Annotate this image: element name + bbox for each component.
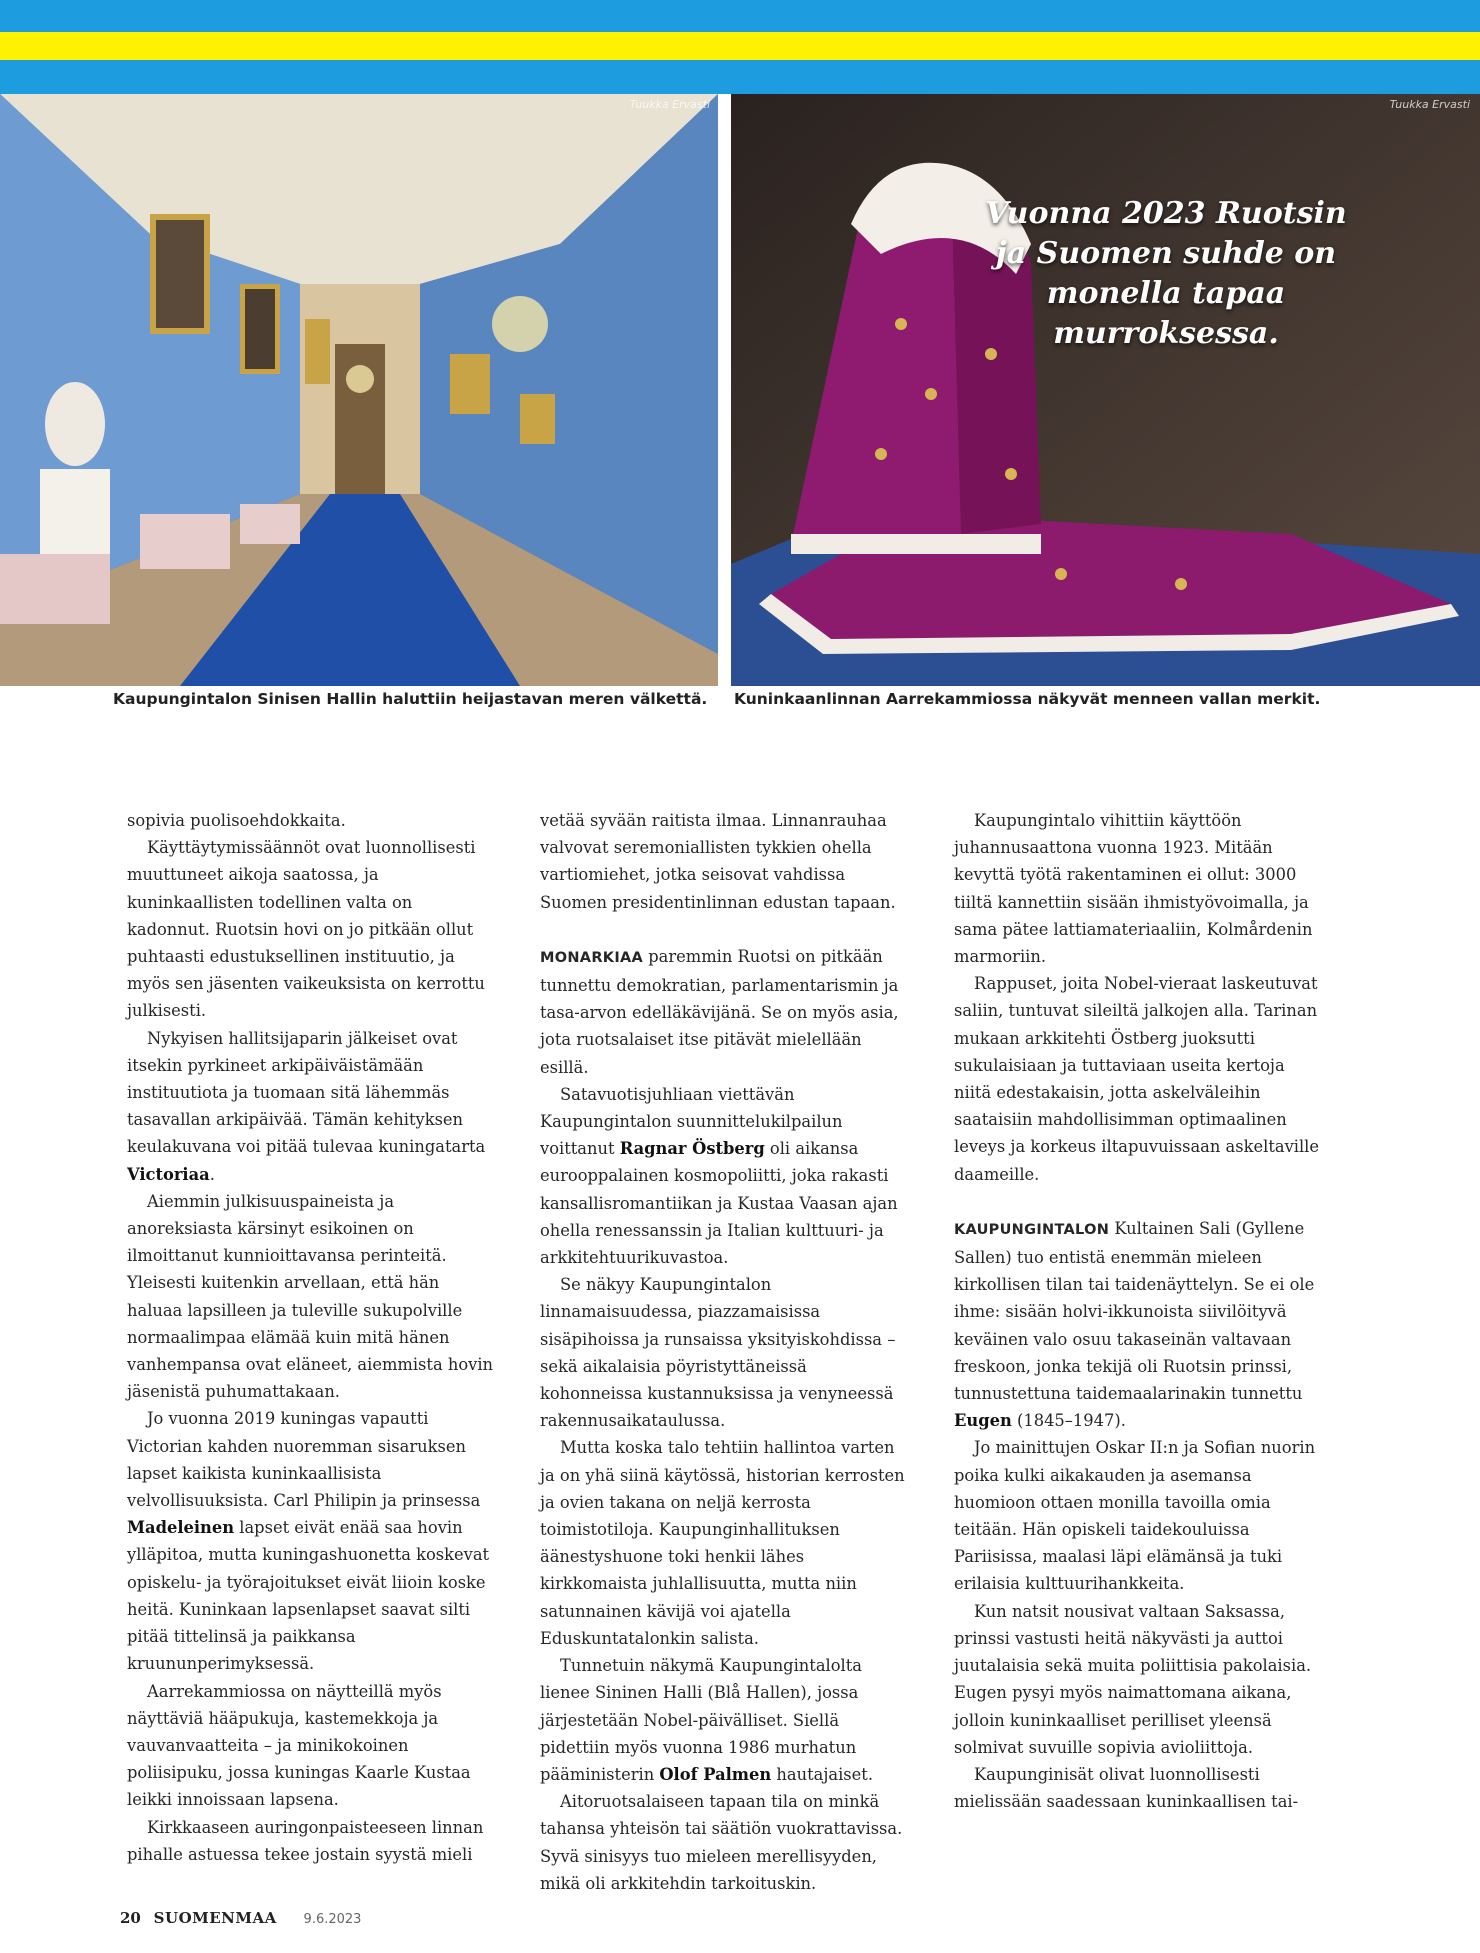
royal-robe-photo (731, 94, 1480, 686)
paragraph: Kun natsit nousivat valtaan Saksassa, prinssi vastusti heitä näkyvästi ja auttoi juutalaisia sekä muita poliittisia pakolaisia. Eugen pysyi myös naimattomana aikana, jolloin kuninkaalliset perilliset yleensä solmivat suvuille sopivia avioliittoja. (954, 1601, 1312, 1757)
flag-band-blue-bottom (0, 60, 1480, 94)
name-highlight: Ragnar Östberg (619, 1139, 765, 1159)
page-footer (120, 1909, 361, 1927)
paragraph: Kaupunginisät olivat luonnollisesti mielissään saadessaan kuninkaallisen tai- (954, 1764, 1299, 1812)
paragraph: Jo vuonna 2019 kuningas vapautti Victorian kahden nuoremman sisaruksen lapset kaikista kuninkaallisista velvollisuuksista. Carl Philipin ja prinsessa Madeleinen lapset eivät enää saa hovin ylläpitoa, mutta kuningashuonetta koskevat opiskelu- ja työrajoitukset eivät liioin koske heitä. Kuninkaan lapsenlapset saavat silti pitää tittelinsä ja paikkansa kruununperimyksessä. (127, 1409, 490, 1674)
paragraph: Käyttäytymissäännöt ovat luonnollisesti muuttuneet aikoja saatossa, ja kuninkaallisten todellinen valta on kadonnut. Ruotsin hovi on jo pitkään ollut puhtaasti edustuksellinen instituutio, ja myös sen jäsenten vaikeuksista on kerrottu julkisesti. (127, 838, 485, 1021)
name-highlight: Eugen (954, 1411, 1012, 1431)
photo-credit-right: Tuukka Ervasti (1389, 98, 1470, 111)
flag-band-blue-top (0, 0, 1480, 32)
paragraph: Tunnetuin näkymä Kaupungintalolta lienee Sininen Halli (Blå Hallen), jossa järjestetään Nobel-päivälliset. Siellä pidettiin myös vuonna 1986 murhatun pääministerin Olof Palmen hautajaiset. (540, 1656, 874, 1784)
paragraph: Mutta koska talo tehtiin hallintoa varten ja on yhä siinä käytössä, historian kerrosten ja ovien takana on neljä kerrosta toimistotiloja. Kaupunginhallituksen äänestyshuone toki henkii lähes kirkkomaista juhlallisuutta, mutta niin satunnainen kävijä voi ajatella Eduskuntatalonkin salista. (540, 1438, 905, 1648)
paragraph: Kaupungintalo vihittiin käyttöön juhannusaattona vuonna 1923. Mitään kevyttä työtä rakentaminen ei ollut: 3000 tiiltä kannettiin sisään ihmistyövoimalla, ja sama pätee lattiamateriaaliin, Kolmårdenin marmoriin. (954, 811, 1313, 967)
royal-robe-illustration (731, 94, 1480, 686)
section-lead: KAUPUNGINTALON (954, 1221, 1110, 1238)
name-highlight: Olof Palmen (659, 1764, 772, 1784)
paragraph: sopivia puolisoehdokkaita. (127, 811, 346, 830)
photo-caption-right: Kuninkaanlinnan Aarrekammiossa näkyvät menneen vallan merkit. (734, 690, 1321, 708)
paragraph: Aarrekammiossa on näytteillä myös näyttäviä hääpukuja, kastemekkoja ja vauvanvaatteita – ja minikokoinen poliisipuku, jossa kuningas Kaarle Kustaa leikki innoissaan lapsena. (127, 1681, 471, 1810)
pull-quote: Vuonna 2023 Ruotsin ja Suomen suhde on monella tapaa murroksessa. (985, 196, 1347, 351)
article-column-2 (540, 807, 912, 1897)
paragraph: vetää syvään raitista ilmaa. Linnanrauhaa valvovat seremoniallisten tykkien ohella vartiomiehet, jotka seisovat vahdissa Suomen presidentinlinnan edustan tapaan. (540, 811, 896, 912)
magazine-name: SUOMENMAA (153, 1909, 277, 1927)
paragraph: Rappuset, joita Nobel-vieraat laskeutuvat saliin, tuntuvat sileiltä jalkojen alla. Tarinan mukaan arkkitehti Östberg juoksutti sukulaisiaan ja tuttaviaan useita kertoja niitä edestakaisin, jotta askelväleihin saataisiin mahdollisimman optimaalinen leveys ja korkeus iltapuvuissaan askeltaville daameille. (954, 974, 1320, 1184)
page-number: 20 (120, 1909, 141, 1927)
paragraph: Se näkyy Kaupungintalon linnamaisuudessa, piazzamaisissa sisäpihoissa ja runsaissa yksityiskohdissa – sekä aikalaisia pöyristyttäneissä kohonneissa kustannuksissa ja venyneessä rakennusaikataulussa. (540, 1275, 896, 1431)
blue-hall-photo (0, 94, 718, 686)
blue-hall-illustration (0, 94, 718, 686)
name-highlight: Victoriaa (127, 1164, 210, 1184)
article-column-1 (127, 807, 499, 1868)
paragraph: Kirkkaaseen auringonpaisteeseen linnan pihalle astuessa tekee jostain syystä mieli (127, 1817, 484, 1864)
photo-credit-left: Tuukka Ervasti (629, 98, 710, 111)
photo-caption-left: Kaupungintalon Sinisen Hallin haluttiin heijastavan meren välkettä. (113, 690, 708, 708)
section-lead: MONARKIAA (540, 949, 644, 966)
paragraph: Aiemmin julkisuuspaineista ja anoreksiasta kärsinyt esikoinen on ilmoittanut kunnioittavansa perinteitä. Yleisesti kuitenkin arvellaan, että hän haluaa lapsilleen ja tuleville sukupolville normaalimpaa elämää kuin mitä hänen vanhempansa ovat eläneet, aiemmista hovin jäsenistä puhumattakaan. (127, 1191, 494, 1402)
name-highlight: Madeleinen (127, 1518, 235, 1538)
article-column-3 (954, 807, 1326, 1815)
flag-band-yellow (0, 32, 1480, 60)
paragraph: KAUPUNGINTALON Kultainen Sali (Gyllene Sallen) tuo entistä enemmän mieleen kirkollisen tilan tai taidenäyttelyn. Se ei ole ihme: sisään holvi-ikkunoista siivilöityvä keväinen valo osuu takaseinän valtavaan freskoon, jonka tekijä oli Ruotsin prinssi, tunnustettuna taidemaalarinakin tunnettu Eugen (1845–1947). (954, 1218, 1315, 1431)
paragraph: Jo mainittujen Oskar II:n ja Sofian nuorin poika kulki aikakauden ja asemansa huomioon ottaen monilla tavoilla omia teitään. Hän opiskeli taidekouluissa Pariisissa, maalasi läpi elämänsä ja tuki erilaisia kulttuurihankkeita. (954, 1438, 1316, 1594)
paragraph: Aitoruotsalaiseen tapaan tila on minkä tahansa yhteisön tai säätiön vuokrattavissa. Syvä sinisyys tuo mieleen merellisyyden, mikä oli arkkitehdin tarkoituskin. (540, 1792, 903, 1893)
paragraph: Satavuotisjuhliaan viettävän Kaupungintalon suunnittelukilpailun voittanut Ragnar Östberg oli aikansa eurooppalainen kosmopoliitti, joka rakasti kansallisromantiikan ja Kustaa Vaasan ajan ohella renessanssin ja Italian kulttuuri- ja arkkitehtuurikuvastoa. (540, 1084, 898, 1268)
paragraph: MONARKIAA paremmin Ruotsi on pitkään tunnettu demokratian, parlamentarismin ja tasa-arvon edelläkävijänä. Se on myös asia, jota ruotsalaiset itse pitävät mielellään esillä. (540, 946, 899, 1077)
issue-date: 9.6.2023 (303, 1912, 362, 1927)
paragraph: Nykyisen hallitsijaparin jälkeiset ovat itsekin pyrkineet arkipäiväistämään instituutiota ja tuomaan sitä lähemmäs tasavallan arkipäivää. Tämän kehityksen keulakuvana voi pitää tulevaa kuningatarta Victoriaa. (127, 1028, 486, 1184)
